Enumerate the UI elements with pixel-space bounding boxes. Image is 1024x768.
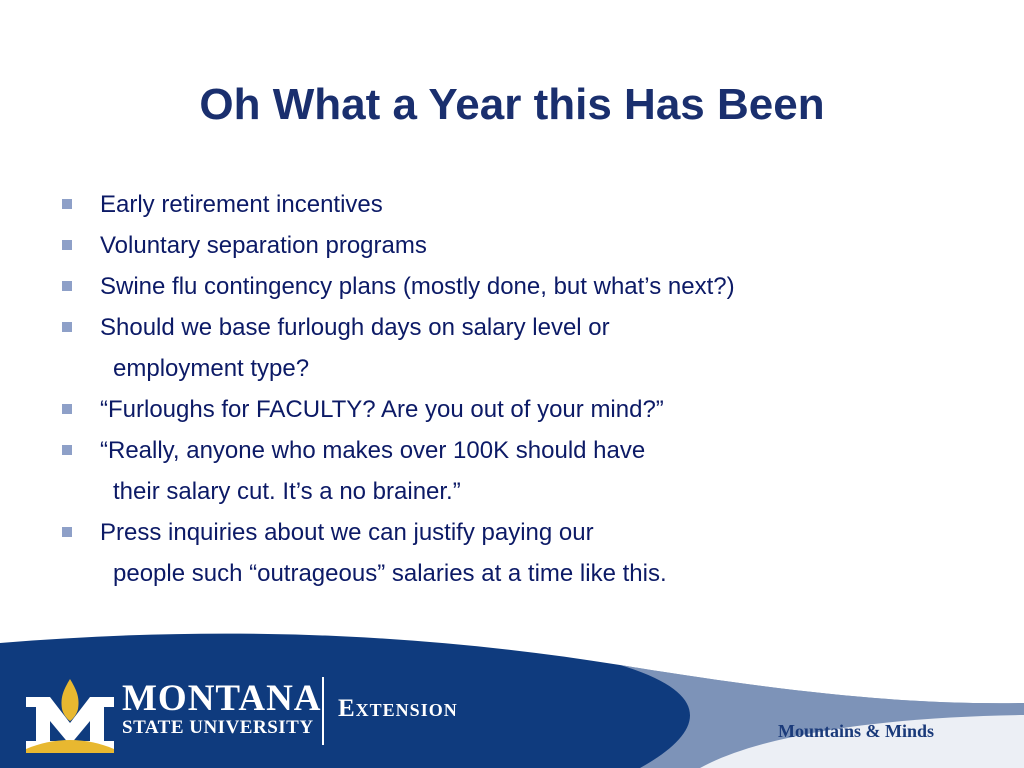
montana-state-wordmark [122, 678, 322, 739]
bullet-text: Voluntary separation programs [100, 232, 427, 259]
bullet-text-continuation: people such “outrageous” salaries at a time like this. [113, 560, 667, 587]
slide-title: Oh What a Year this Has Been [199, 80, 825, 129]
square-bullet-icon [62, 527, 72, 537]
square-bullet-icon [62, 404, 72, 414]
bullet-text: Should we base furlough days on salary level or [100, 314, 610, 341]
bullet-item [62, 184, 962, 225]
bullet-text-continuation: employment type? [113, 355, 310, 382]
tagline: Mountains & Minds [778, 721, 935, 741]
bullet-item [62, 225, 962, 266]
logo-line-montana: MONTANA [122, 678, 322, 719]
bullet-text-continuation: their salary cut. It’s a no brainer.” [113, 478, 461, 505]
bullet-item [62, 430, 962, 512]
bullet-text: Press inquiries about we can justify paying our [100, 519, 594, 546]
extension-label: Extension [338, 695, 458, 722]
footer-banner [0, 625, 1024, 768]
msu-m-logo-icon [24, 675, 116, 753]
bullet-item [62, 512, 962, 594]
bullet-list [62, 184, 962, 594]
logo-divider [322, 677, 324, 745]
bullet-text: “Really, anyone who makes over 100K should have [100, 437, 646, 464]
bullet-text: Swine flu contingency plans (mostly done, but what’s next?) [100, 273, 735, 300]
bullet-item [62, 389, 962, 430]
square-bullet-icon [62, 199, 72, 209]
square-bullet-icon [62, 240, 72, 250]
square-bullet-icon [62, 281, 72, 291]
bullet-item [62, 266, 962, 307]
bullet-text: Early retirement incentives [100, 191, 383, 218]
logo-line-state-university: STATE UNIVERSITY [122, 717, 314, 738]
square-bullet-icon [62, 322, 72, 332]
square-bullet-icon [62, 445, 72, 455]
bullet-text: “Furloughs for FACULTY? Are you out of your mind?” [100, 396, 664, 423]
bullet-item [62, 307, 962, 389]
